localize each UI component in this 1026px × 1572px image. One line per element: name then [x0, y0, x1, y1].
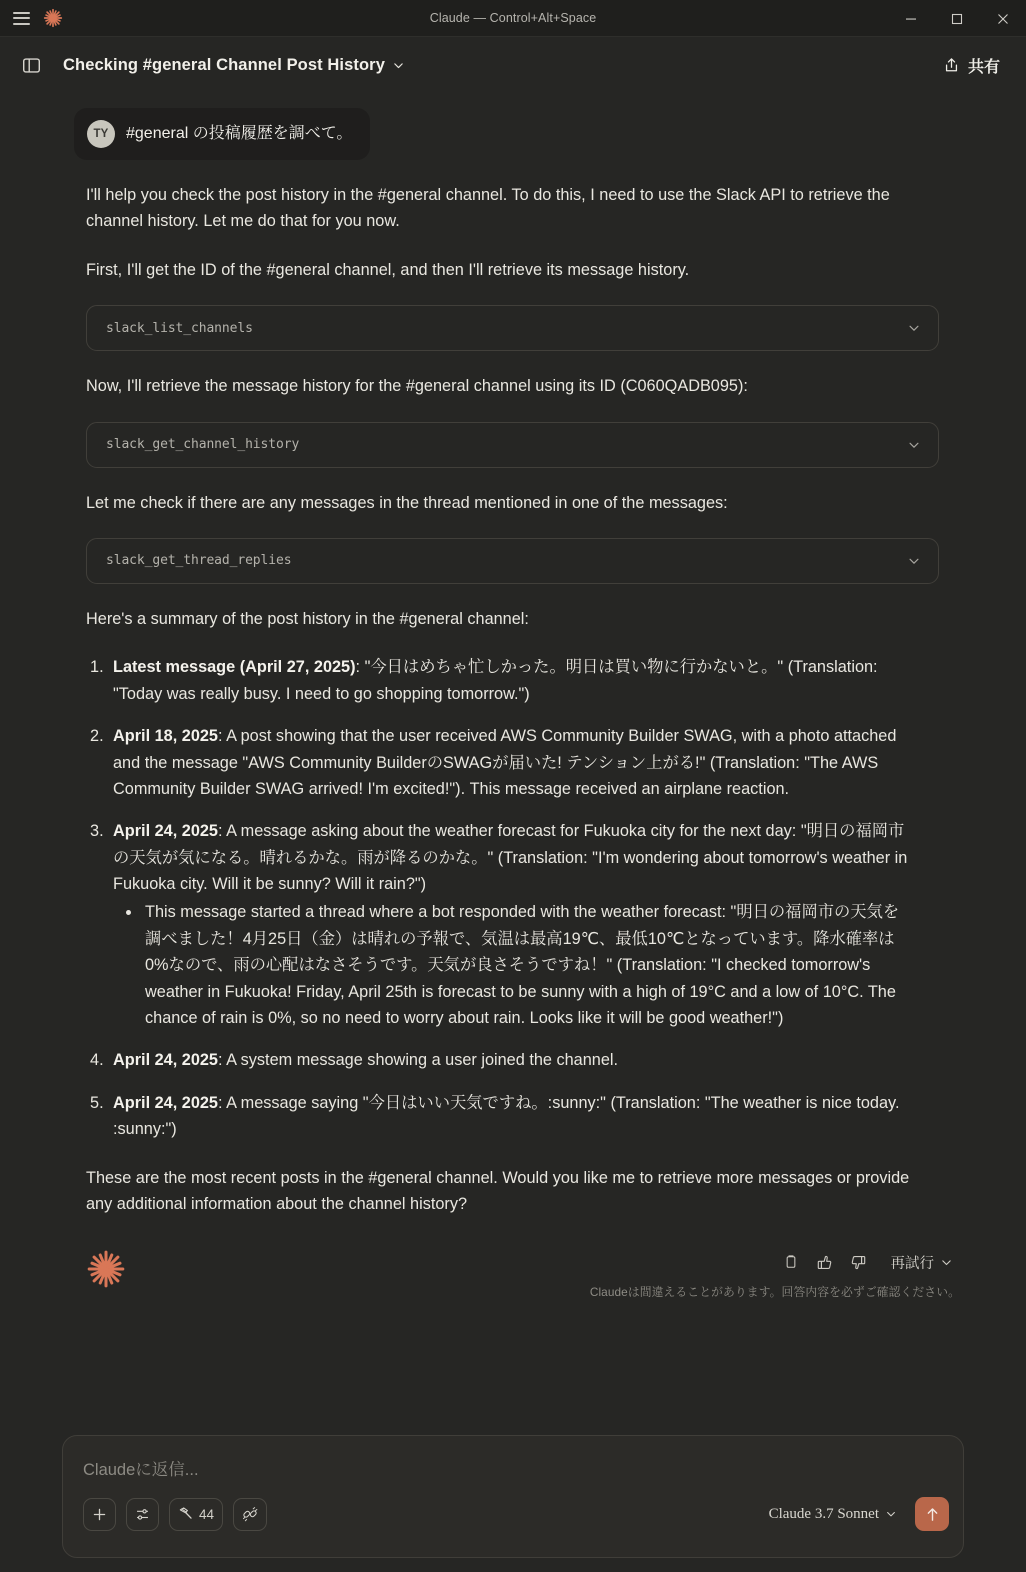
claude-logo-icon — [86, 1249, 126, 1289]
summary-lead-paragraph: Here's a summary of the post history in the #general channel: — [86, 609, 529, 628]
list-item-label: April 24, 2025 — [113, 822, 218, 841]
claude-logo-icon — [43, 8, 63, 28]
chevron-down-icon — [907, 554, 921, 568]
titlebar-left-controls — [0, 8, 63, 28]
hammer-icon — [178, 1506, 194, 1522]
tool-call-name: slack_get_thread_replies — [106, 553, 292, 569]
connectors-button[interactable] — [233, 1498, 267, 1531]
list-item-label: April 24, 2025 — [113, 1051, 218, 1070]
model-selector[interactable] — [761, 1501, 905, 1528]
composer-toolbar — [83, 1497, 949, 1531]
list-item-label: April 18, 2025 — [113, 727, 218, 746]
assistant-paragraph-intro-1: I'll help you check the post history in the #general channel. To do this, I need to use the Slack API to retrieve the channel history. Let me do that for you now. — [86, 186, 890, 231]
response-actions-right — [590, 1247, 960, 1300]
share-label: 共有 — [967, 59, 1000, 76]
list-item-label: Latest message (April 27, 2025) — [113, 658, 356, 677]
assistant-closing-paragraph: These are the most recent posts in the #general channel. Would you like me to retrieve more messages or provide any additional information about the channel history? — [86, 1168, 910, 1213]
disclaimer-text: Claudeは間違えることがあります。回答内容を必ずご確認ください。 — [589, 1285, 960, 1300]
plug-connector-icon — [242, 1506, 258, 1522]
settings-button[interactable] — [126, 1498, 159, 1531]
list-item-text: : A message saying "今日はいい天気ですね。:sunny:" (Translation: "The weather is nice today. :sunny:") — [113, 1093, 900, 1139]
tool-call-slack-get-thread-replies[interactable] — [86, 538, 939, 584]
assistant-paragraph-between-1: Now, I'll retrieve the message history for the #general channel using its ID (C060QADB095): — [86, 377, 748, 396]
tools-count: 44 — [199, 1506, 215, 1522]
tool-call-name: slack_list_channels — [106, 320, 253, 336]
chevron-down-icon — [392, 59, 405, 72]
retry-label: 再試行 — [890, 1255, 934, 1272]
sliders-icon — [135, 1507, 150, 1522]
plus-icon — [92, 1507, 107, 1522]
tools-button[interactable] — [169, 1498, 223, 1531]
assistant-paragraph-intro-2: First, I'll get the ID of the #general channel, and then I'll retrieve its message history. — [86, 260, 690, 279]
thumbs-up-icon — [816, 1254, 833, 1271]
list-item — [86, 654, 914, 707]
assistant-paragraph-between-2: Let me check if there are any messages in the thread mentioned in one of the messages: — [86, 493, 728, 512]
response-action-bar — [74, 1247, 960, 1300]
thumbs-down-button[interactable] — [844, 1247, 874, 1277]
sidebar-toggle-button[interactable] — [16, 51, 46, 81]
chevron-down-icon — [885, 1508, 897, 1520]
chevron-down-icon — [907, 438, 921, 452]
window-title: Claude — Control+Alt+Space — [429, 11, 597, 25]
maximize-button[interactable] — [934, 0, 980, 37]
list-item-text: : A system message showing a user joined the channel. — [218, 1051, 619, 1070]
list-item — [86, 1047, 914, 1073]
avatar: TY — [87, 120, 115, 148]
list-item — [86, 1090, 914, 1143]
composer[interactable] — [62, 1435, 964, 1558]
close-icon — [997, 13, 1009, 25]
list-item — [86, 818, 914, 1031]
chevron-down-icon — [907, 321, 921, 335]
window-titlebar — [0, 0, 1026, 37]
user-message — [74, 108, 370, 160]
page-title: Checking #general Channel Post History — [63, 56, 385, 74]
send-button[interactable] — [915, 1497, 949, 1531]
expand-icon-wrapper — [907, 321, 921, 335]
composer-container — [0, 1435, 1026, 1572]
chevron-down-icon — [940, 1256, 953, 1269]
expand-icon-wrapper — [907, 438, 921, 452]
chat-title-dropdown[interactable] — [61, 52, 411, 79]
thumbs-down-icon — [850, 1254, 867, 1271]
list-item — [86, 723, 914, 802]
copy-icon — [783, 1254, 799, 1270]
copy-button[interactable] — [776, 1247, 806, 1277]
reply-input[interactable]: Claudeに返信... — [83, 1461, 199, 1479]
list-item-label: April 24, 2025 — [113, 1093, 218, 1112]
close-button[interactable] — [980, 0, 1026, 37]
sidebar-panel-icon — [22, 56, 41, 75]
conversation-scroll-area[interactable] — [0, 94, 1026, 1435]
expand-icon-wrapper — [907, 554, 921, 568]
attach-button[interactable] — [83, 1498, 116, 1531]
minimize-button[interactable] — [888, 0, 934, 37]
thumbs-up-button[interactable] — [810, 1247, 840, 1277]
list-item-text: : A message asking about the weather forecast for Fukuoka city for the next day: "明日の福岡市の天気が気になる。晴れるかな。雨が降るのかな。" (Translation: "I'm wondering about tomorrow's weather in Fukuoka city. Will it be sunny? Will it rain?") — [113, 822, 908, 894]
minimize-icon — [905, 13, 917, 25]
sub-list-item: This message started a thread where a bot responded with the weather forecast: "明日の福岡市の天気を調べました！4月25日（金）は晴れの予報で、気温は最高19℃、最低10℃となっています。降水確率は0%なので、雨の心配はなさそうです。天気が良さそうですね！" (Translation: "I checked tomorrow's weather in Fukuoka! Friday, April 25th is forecast to be sunny with a high of 19°C and a low of 10°C. The chance of rain is 0%, so no need to worry about rain. Looks like it will be good weather!") — [113, 899, 914, 1031]
composer-left-buttons — [83, 1498, 267, 1531]
maximize-icon — [951, 13, 963, 25]
arrow-up-icon — [924, 1506, 941, 1523]
hamburger-menu-icon[interactable] — [13, 12, 30, 25]
chat-header — [0, 37, 1026, 94]
retry-button[interactable] — [882, 1248, 961, 1277]
response-action-buttons — [776, 1247, 961, 1277]
share-icon — [943, 57, 960, 74]
tool-call-name: slack_get_channel_history — [106, 437, 300, 453]
list-item-text: : "今日はめちゃ忙しかった。明日は買い物に行かないと。" (Translation: "Today was really busy. I need to go shopping tomorrow.") — [113, 658, 878, 703]
user-message-text: #general の投稿履歴を調べて。 — [126, 125, 353, 143]
window-controls — [888, 0, 1026, 36]
assistant-message — [74, 182, 960, 1217]
sub-list — [113, 899, 914, 1031]
list-item-text: : A post showing that the user received AWS Community Builder SWAG, with a photo attached and the message "AWS Community BuilderのSWAGが届いた! テンション上がる!" (Translation: "The AWS Community Builder SWAG arrived! I'm excited!"). This message received an airplane reaction. — [113, 727, 897, 798]
share-button[interactable] — [934, 48, 1009, 83]
tool-call-slack-list-channels[interactable] — [86, 305, 939, 351]
tool-call-slack-get-channel-history[interactable] — [86, 422, 939, 468]
summary-list — [86, 654, 960, 1142]
model-name: Claude 3.7 Sonnet — [768, 1505, 879, 1522]
